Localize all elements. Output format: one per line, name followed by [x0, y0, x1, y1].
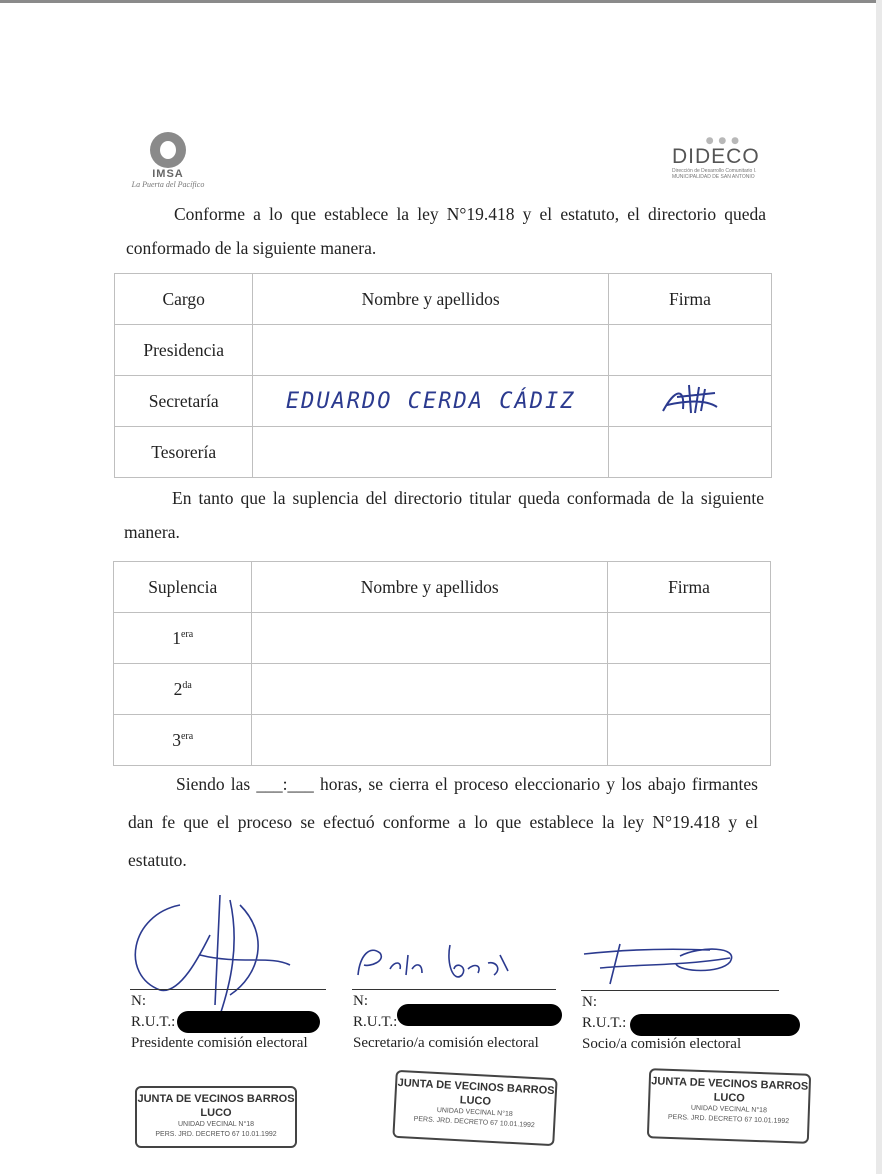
- sign-cell: [607, 715, 770, 766]
- name-label: N:: [353, 993, 368, 1009]
- stamp-decree: PERS. JRD. DECRETO 67 10.01.1992: [413, 1115, 535, 1130]
- directorio-table: [114, 273, 772, 478]
- name-label: N:: [582, 994, 597, 1010]
- table-header-row: [115, 274, 772, 325]
- redaction-bar: [630, 1014, 800, 1036]
- rut-label: R.U.T.:: [131, 1014, 176, 1030]
- rut-label: R.U.T.:: [582, 1015, 627, 1031]
- suplencia-number: [114, 715, 252, 766]
- stamp-unit: UNIDAD VECINAL N°18: [436, 1107, 513, 1118]
- scan-top-edge: [0, 0, 882, 3]
- suplencia-paragraph-text: En tanto que la suplencia del directorio titular queda conformada de la siguiente manera.: [124, 488, 764, 542]
- imsa-logo-tagline: La Puerta del Pacífico: [131, 180, 205, 189]
- sign-cell: [607, 664, 770, 715]
- table-row: [114, 613, 771, 664]
- table-row: [114, 715, 771, 766]
- name-cell: [252, 715, 608, 766]
- role-cell: Secretaría: [115, 376, 253, 427]
- suplencia-paragraph: [124, 481, 764, 549]
- rut-label: R.U.T.:: [353, 1014, 398, 1030]
- signature-line: [581, 990, 779, 991]
- handwritten-signature-icon: [655, 379, 725, 419]
- ordinal-number: 3: [172, 729, 181, 750]
- imsa-emblem-icon: [150, 132, 186, 168]
- stamp-unit: UNIDAD VECINAL N°18: [690, 1104, 768, 1115]
- role-cell: Presidencia: [115, 325, 253, 376]
- junta-stamp: [647, 1068, 811, 1144]
- redaction-bar: [177, 1011, 320, 1033]
- stamp-unit: UNIDAD VECINAL N°18: [177, 1121, 255, 1128]
- table-row: [115, 427, 772, 478]
- dideco-dots-icon: ● ● ●: [705, 136, 740, 146]
- junta-stamp: [392, 1070, 557, 1146]
- redaction-bar: [397, 1004, 562, 1026]
- signature-line: [352, 989, 556, 990]
- name-cell: [252, 664, 608, 715]
- stamp-decree: PERS. JRD. DECRETO 67 10.01.1992: [155, 1131, 277, 1138]
- imsa-logo-name: IMSA: [152, 168, 184, 180]
- intro-paragraph: [126, 197, 766, 265]
- role-label: Socio/a comisión electoral: [582, 1036, 742, 1052]
- header-nombre: Nombre y apellidos: [252, 562, 608, 613]
- sign-cell: [607, 613, 770, 664]
- name-cell: [252, 613, 608, 664]
- name-label: N:: [131, 993, 146, 1009]
- socio-signature-icon: [580, 938, 750, 988]
- signature-line: [130, 989, 326, 990]
- secretary-signature-icon: [350, 935, 530, 995]
- stamp-title: JUNTA DE VECINOS BARROS LUCO: [397, 1076, 555, 1108]
- stamp-title: JUNTA DE VECINOS BARROS LUCO: [137, 1093, 295, 1119]
- table-row: [114, 664, 771, 715]
- header-firma: Firma: [608, 274, 771, 325]
- ordinal-number: 2: [173, 678, 183, 699]
- ordinal-suffix: da: [182, 679, 192, 691]
- scan-right-edge: [876, 0, 882, 1174]
- sign-cell: [608, 325, 771, 376]
- table-header-row: [114, 562, 771, 613]
- suplencia-table: [113, 561, 771, 766]
- table-row: [115, 325, 772, 376]
- dideco-logo-subtitle: Dirección de Desarrollo Comunitario I. MUNICIPALIDAD DE SAN ANTONIO: [672, 168, 757, 180]
- name-cell: EDUARDO CERDA CÁDIZ: [253, 376, 609, 427]
- intro-paragraph-text: Conforme a lo que establece la ley N°19.418 y el estatuto, el directorio queda conformado de la siguiente manera.: [126, 204, 766, 258]
- imsa-logo: [128, 128, 208, 192]
- role-label: Presidente comisión electoral: [131, 1035, 308, 1051]
- name-cell: [253, 427, 609, 478]
- junta-stamp: [135, 1086, 297, 1148]
- dideco-logo-name: DIDECO: [672, 145, 760, 168]
- closing-paragraph-text: Siendo las ___:___ horas, se cierra el proceso eleccionario y los abajo firmantes dan fe que el proceso se efectuó conforme a lo que establece la ley N°19.418 y el estatuto.: [128, 774, 758, 870]
- header-nombre: Nombre y apellidos: [253, 274, 609, 325]
- header-suplencia: Suplencia: [114, 562, 252, 613]
- suplencia-number: [114, 613, 252, 664]
- ordinal-number: 1: [172, 627, 181, 648]
- stamp-title: JUNTA DE VECINOS BARROS LUCO: [651, 1075, 809, 1105]
- stamp-decree: PERS. JRD. DECRETO 67 10.01.1992: [667, 1113, 790, 1126]
- header-firma: Firma: [607, 562, 770, 613]
- closing-paragraph: [128, 765, 758, 879]
- header-cargo: Cargo: [115, 274, 253, 325]
- role-cell: Tesorería: [115, 427, 253, 478]
- ordinal-suffix: era: [180, 628, 194, 640]
- suplencia-number: [114, 664, 252, 715]
- ordinal-suffix: era: [180, 730, 194, 742]
- sign-cell: [608, 376, 771, 427]
- sign-cell: [608, 427, 771, 478]
- name-cell: [253, 325, 609, 376]
- role-label: Secretario/a comisión electoral: [353, 1035, 539, 1051]
- dideco-logo: [672, 136, 762, 188]
- table-row: [115, 376, 772, 427]
